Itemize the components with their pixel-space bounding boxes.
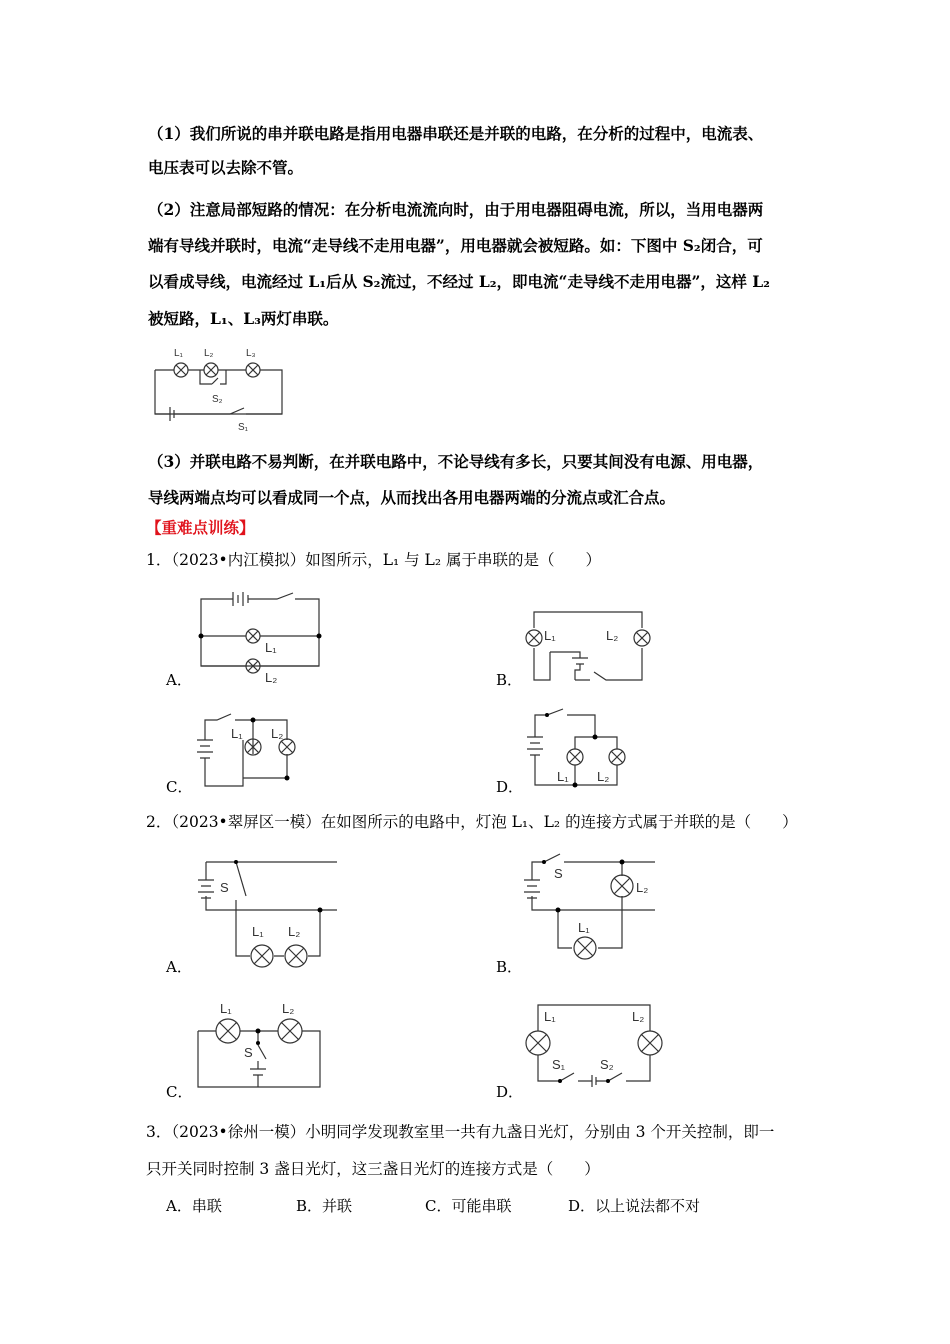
q2-stem: 2．（2023•翠屏区一模）在如图所示的电路中，灯泡 L₁、L₂ 的连接方式属于并联的是（ ）: [146, 813, 798, 831]
q3-option-b[interactable]: B．并联: [296, 1197, 353, 1215]
q1c-label-l1: L₁: [231, 726, 243, 741]
q1b-label-l2: L₂: [606, 628, 619, 643]
q2-option-b[interactable]: B．: [496, 958, 523, 976]
q2b-label-s: S: [554, 866, 563, 881]
section-title: 【重难点训练】: [146, 518, 255, 537]
q1-stem: 1．（2023•内江模拟）如图所示，L₁ 与 L₂ 属于串联的是（ ）: [146, 551, 601, 569]
q1-diagram-a: [195, 582, 330, 687]
note-3-line-2: 导线两端点均可以看成同一个点，从而找出各用电器两端的分流点或汇合点。: [148, 488, 676, 507]
q1-option-b[interactable]: B．: [496, 671, 523, 689]
q1d-label-l1: L₁: [557, 769, 569, 784]
q2-diagram-d: [520, 995, 670, 1095]
q1-diagram-b: [520, 600, 655, 690]
short-circuit-example-diagram: [150, 340, 290, 432]
q2-option-d[interactable]: D．: [496, 1083, 524, 1101]
note-3-line-1: （3）并联电路不易判断，在并联电路中，不论导线有多长，只要其间没有电源、用电器，: [148, 452, 764, 471]
example-label-s1: S₁: [238, 422, 249, 433]
q1d-label-l2: L₂: [597, 769, 610, 784]
q2d-label-l2: L₂: [632, 1009, 645, 1024]
q2-option-a[interactable]: A．: [166, 958, 192, 976]
q3-stem-line-1: 3．（2023•徐州一模）小明同学发现教室里一共有九盏日光灯，分别由 3 个开关控制，即一: [146, 1123, 775, 1141]
q1a-label-l2: L₂: [265, 670, 278, 685]
q2a-label-s: S: [220, 880, 229, 895]
note-2-line-3: 以看成导线，电流经过 L₁后从 S₂流过，不经过 L₂，即电流“走导线不走用电器”，这样 L₂: [148, 272, 770, 291]
q3-option-d[interactable]: D．以上说法都不对: [568, 1197, 701, 1215]
example-label-l2: L₂: [204, 348, 214, 359]
q3-stem-line-2: 只开关同时控制 3 盏日光灯，这三盏日光灯的连接方式是（ ）: [146, 1160, 600, 1178]
q1c-label-l2: L₂: [271, 726, 284, 741]
q3-option-c[interactable]: C．可能串联: [425, 1197, 512, 1215]
q2c-label-l1: L₁: [220, 1001, 232, 1016]
q2-diagram-c: [192, 995, 332, 1095]
q2-diagram-b: [520, 852, 660, 972]
q2d-label-s2: S₂: [600, 1057, 614, 1072]
q2a-label-l2: L₂: [288, 924, 301, 939]
q2b-label-l1: L₁: [578, 920, 590, 935]
q1a-label-l1: L₁: [265, 640, 277, 655]
q2c-label-l2: L₂: [282, 1001, 295, 1016]
q2d-label-l1: L₁: [544, 1009, 556, 1024]
example-label-s2: S₂: [212, 394, 223, 405]
note-2-line-4: 被短路，L₁、L₃两灯串联。: [148, 309, 339, 328]
q2-diagram-a: [192, 852, 342, 972]
q1-option-d[interactable]: D．: [496, 778, 524, 796]
q1-diagram-c: [195, 710, 305, 795]
q2-option-c[interactable]: C．: [166, 1083, 193, 1101]
q2a-label-l1: L₁: [252, 924, 264, 939]
example-label-l1: L₁: [174, 348, 183, 359]
note-1-line-1: （1）我们所说的串并联电路是指用电器串联还是并联的电路，在分析的过程中，电流表、: [148, 124, 764, 143]
q1-option-a[interactable]: A．: [166, 671, 192, 689]
example-label-l3: L₃: [246, 348, 256, 359]
q2c-label-s: S: [244, 1045, 253, 1060]
q1-diagram-d: [525, 705, 635, 795]
q1b-label-l1: L₁: [544, 628, 556, 643]
q3-option-a[interactable]: A．串联: [166, 1197, 222, 1215]
q2b-label-l2: L₂: [636, 880, 649, 895]
q2d-label-s1: S₁: [552, 1057, 566, 1072]
note-2-line-1: （2）注意局部短路的情况：在分析电流流向时，由于用电器阻碍电流，所以，当用电器两: [148, 200, 764, 219]
note-1-line-2: 电压表可以去除不管。: [148, 158, 304, 177]
q1-option-c[interactable]: C．: [166, 778, 193, 796]
note-2-line-2: 端有导线并联时，电流“走导线不走用电器”，用电器就会被短路。如：下图中 S₂闭合，可: [148, 236, 763, 255]
